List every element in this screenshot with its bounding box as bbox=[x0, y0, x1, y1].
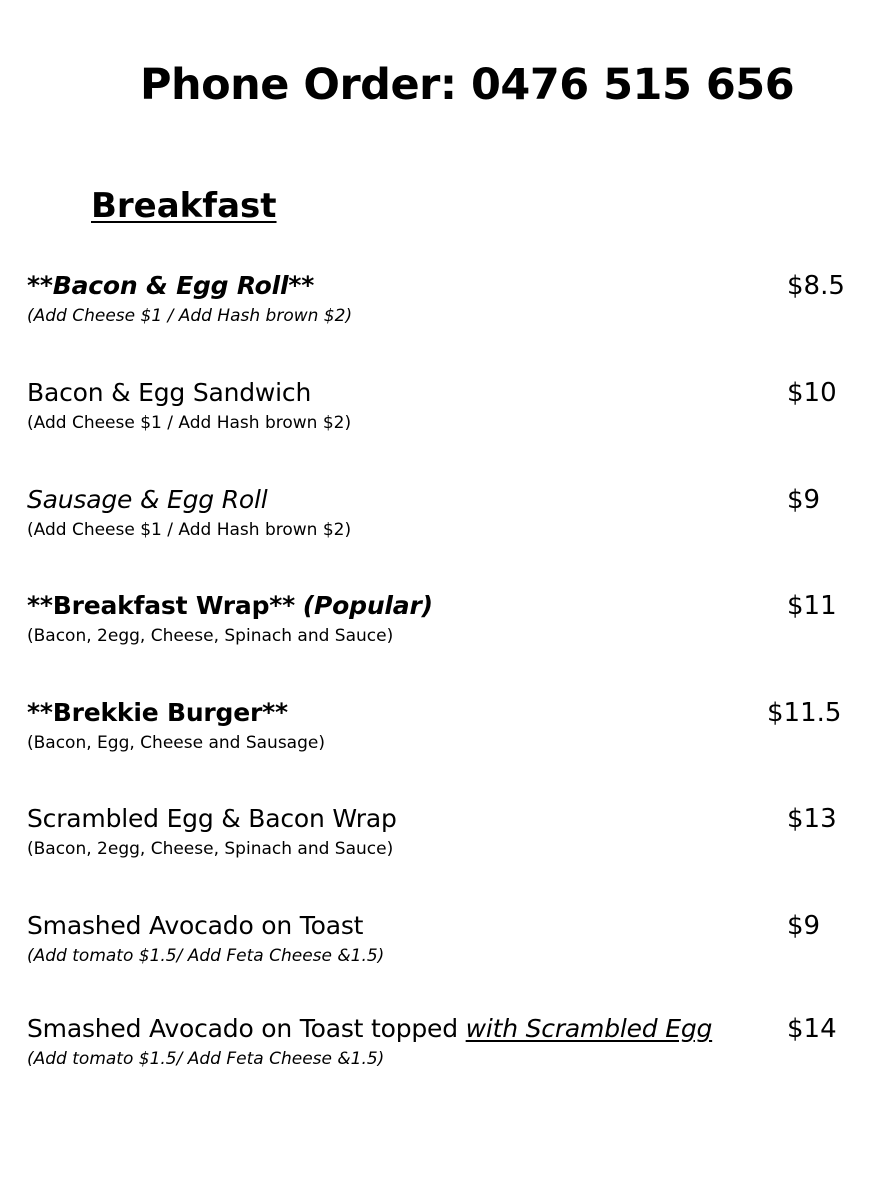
menu-item-bacon-egg-roll bbox=[27, 269, 857, 328]
breakfast-section-title: Breakfast bbox=[91, 186, 277, 226]
menu-item-smashed-avocado bbox=[27, 909, 857, 968]
item-name-line bbox=[27, 1012, 857, 1046]
item-description: (Add Cheese $1 / Add Hash brown $2) bbox=[27, 306, 353, 326]
item-description: (Bacon, 2egg, Cheese, Spinach and Sauce) bbox=[27, 626, 394, 646]
item-name: Smashed Avocado on Toast bbox=[27, 911, 364, 940]
item-name: Bacon & Egg Sandwich bbox=[27, 378, 312, 407]
menu-item-sausage-egg-roll bbox=[27, 483, 857, 542]
menu-item-brekkie-burger bbox=[27, 696, 857, 755]
item-description: (Add Cheese $1 / Add Hash brown $2) bbox=[27, 520, 352, 540]
item-name-emphasis: with Scrambled Egg bbox=[465, 1014, 713, 1043]
item-price: $11 bbox=[787, 591, 837, 621]
menu-item-breakfast-wrap bbox=[27, 589, 857, 648]
item-name: Scrambled Egg & Bacon Wrap bbox=[27, 804, 397, 833]
item-price: $10 bbox=[787, 378, 837, 408]
popular-tag: (Popular) bbox=[302, 591, 433, 620]
item-price: $14 bbox=[787, 1014, 837, 1044]
item-description: (Add tomato $1.5/ Add Feta Cheese &1.5) bbox=[27, 1049, 385, 1069]
item-price: $8.5 bbox=[787, 271, 845, 301]
menu-item-scrambled-egg-bacon-wrap bbox=[27, 802, 857, 861]
item-description: (Add tomato $1.5/ Add Feta Cheese &1.5) bbox=[27, 946, 385, 966]
phone-order-heading: Phone Order: 0476 515 656 bbox=[140, 60, 795, 110]
item-description: (Bacon, 2egg, Cheese, Spinach and Sauce) bbox=[27, 839, 394, 859]
item-name: **Bacon & Egg Roll** bbox=[27, 271, 315, 300]
item-name: Smashed Avocado on Toast topped bbox=[27, 1014, 458, 1043]
item-description: (Bacon, Egg, Cheese and Sausage) bbox=[27, 733, 325, 753]
item-name-line bbox=[27, 589, 857, 623]
item-price: $9 bbox=[787, 911, 821, 941]
menu-item-bacon-egg-sandwich bbox=[27, 376, 857, 435]
item-name: **Brekkie Burger** bbox=[27, 698, 288, 727]
item-price: $13 bbox=[787, 804, 837, 834]
item-price: $9 bbox=[787, 485, 821, 515]
item-description: (Add Cheese $1 / Add Hash brown $2) bbox=[27, 413, 352, 433]
menu-item-smashed-avocado-scrambled-egg bbox=[27, 1012, 857, 1071]
item-name: Sausage & Egg Roll bbox=[27, 485, 268, 514]
item-name: **Breakfast Wrap** bbox=[27, 591, 296, 620]
item-price: $11.5 bbox=[767, 698, 842, 728]
